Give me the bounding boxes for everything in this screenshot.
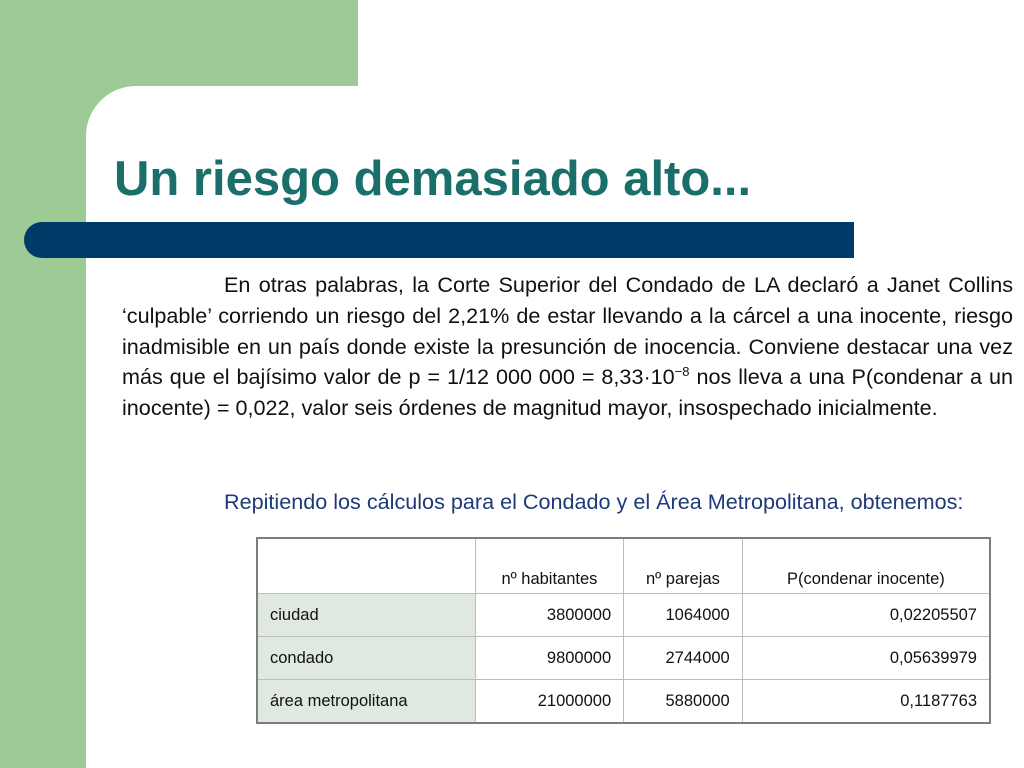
- row-label: área metropolitana: [257, 680, 475, 724]
- probability-cell: 0,02205507: [742, 594, 990, 637]
- row-label: ciudad: [257, 594, 475, 637]
- habitantes-cell: 21000000: [475, 680, 623, 724]
- parejas-cell: 5880000: [624, 680, 743, 724]
- habitantes-cell: 3800000: [475, 594, 623, 637]
- table-header-row: [257, 538, 990, 594]
- parejas-cell: 2744000: [624, 637, 743, 680]
- table-header-probability: P(condenar inocente): [742, 538, 990, 594]
- table-row: [257, 594, 990, 637]
- probability-cell: 0,1187763: [742, 680, 990, 724]
- table-row: [257, 680, 990, 724]
- body-text-after-exponent: nos lleva a una P(condenar a un inocente) = 0,022, valor seis órdenes de magnitud mayor, insospechado inicialmente.: [122, 364, 1013, 421]
- results-intro-paragraph: [122, 487, 1013, 518]
- results-table: [256, 537, 991, 724]
- table-header-parejas: nº parejas: [624, 538, 743, 594]
- results-intro-text: Repitiendo los cálculos para el Condado y el Área Metropolitana, obtenemos:: [224, 489, 964, 514]
- table-header-habitantes: nº habitantes: [475, 538, 623, 594]
- exponent: −8: [674, 364, 690, 380]
- top-white-area: [358, 0, 1024, 86]
- probability-cell: 0,05639979: [742, 637, 990, 680]
- title-underline-bar: [24, 222, 854, 258]
- slide-title: Un riesgo demasiado alto...: [114, 152, 752, 206]
- row-label: condado: [257, 637, 475, 680]
- body-paragraph: [122, 270, 1013, 424]
- body-text-before-exponent: En otras palabras, la Corte Superior del Condado de LA declaró a Janet Collins ‘culpable’ corriendo un riesgo del 2,21% de estar llevando a la cárcel a una inocente, riesgo inadmisible en un país donde existe la presunción de inocencia. Conviene destacar una vez más que el bajísimo valor de p = 1/12 000 000 = 8,33·10: [122, 272, 1013, 390]
- parejas-cell: 1064000: [624, 594, 743, 637]
- habitantes-cell: 9800000: [475, 637, 623, 680]
- table-row: [257, 637, 990, 680]
- table-header-empty: [257, 538, 475, 594]
